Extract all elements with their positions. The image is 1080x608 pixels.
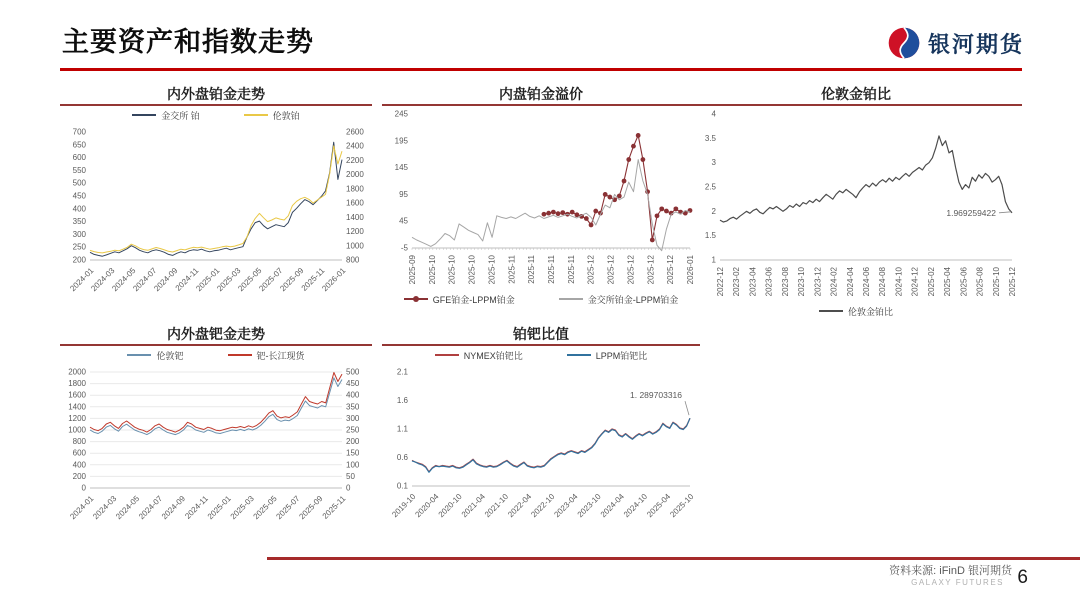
- svg-text:45: 45: [399, 216, 408, 226]
- svg-text:2.1: 2.1: [396, 367, 408, 377]
- svg-text:1800: 1800: [68, 379, 86, 389]
- svg-text:2024-06: 2024-06: [862, 267, 871, 297]
- svg-text:2025-09: 2025-09: [408, 255, 417, 285]
- legend-line-swatch: [435, 354, 459, 356]
- chart-svg: [60, 124, 372, 298]
- svg-text:2200: 2200: [346, 155, 364, 165]
- svg-text:2026-01: 2026-01: [320, 266, 348, 294]
- svg-text:1.969259422: 1.969259422: [946, 207, 996, 218]
- legend-line-swatch: [127, 354, 151, 356]
- legend-line-swatch: [244, 114, 268, 116]
- legend-item: [244, 109, 300, 122]
- legend-line-swatch: [819, 310, 843, 312]
- svg-text:500: 500: [72, 178, 86, 188]
- svg-text:2020-04: 2020-04: [413, 492, 441, 520]
- svg-text:2025-10: 2025-10: [447, 255, 457, 285]
- svg-text:2024-03: 2024-03: [91, 494, 119, 522]
- legend-line-swatch: [567, 354, 591, 356]
- svg-text:100: 100: [346, 460, 360, 470]
- legend-label: 伦敦钯: [156, 350, 184, 361]
- svg-text:200: 200: [346, 437, 360, 447]
- svg-text:2025-06: 2025-06: [959, 267, 969, 297]
- chart-title: 内外盘铂金走势: [60, 86, 372, 106]
- svg-text:1. 289703316: 1. 289703316: [630, 390, 682, 401]
- svg-text:1000: 1000: [346, 241, 364, 251]
- svg-text:1000: 1000: [68, 425, 86, 435]
- svg-text:800: 800: [72, 437, 86, 447]
- svg-text:1.6: 1.6: [396, 396, 408, 405]
- legend-line-swatch: [559, 298, 583, 300]
- svg-text:2023-10: 2023-10: [575, 492, 603, 520]
- svg-text:2025-11: 2025-11: [320, 494, 348, 521]
- svg-text:0.1: 0.1: [396, 481, 408, 491]
- page-number: 6: [1017, 567, 1028, 588]
- svg-text:0: 0: [346, 483, 351, 493]
- chart-svg: [382, 364, 700, 524]
- svg-text:2024-04: 2024-04: [598, 492, 626, 520]
- svg-text:2000: 2000: [68, 367, 86, 377]
- chart-svg: [60, 364, 372, 526]
- legend-label: 金交所 铂: [161, 110, 200, 121]
- svg-text:2021-04: 2021-04: [459, 492, 487, 520]
- svg-text:650: 650: [72, 140, 86, 150]
- svg-text:2023-12: 2023-12: [813, 267, 823, 297]
- legend-item: [404, 293, 515, 306]
- chart-plot: [690, 106, 1022, 302]
- legend-item: [819, 305, 893, 318]
- svg-text:2: 2: [711, 206, 716, 216]
- svg-text:450: 450: [346, 379, 360, 389]
- svg-text:2025-10: 2025-10: [427, 255, 437, 285]
- svg-text:1600: 1600: [68, 390, 86, 400]
- svg-text:2026-01: 2026-01: [686, 255, 695, 285]
- svg-text:0.6: 0.6: [396, 453, 408, 462]
- header-rule: [60, 68, 1022, 71]
- svg-text:2025-04: 2025-04: [943, 267, 953, 297]
- legend-item: [435, 349, 523, 362]
- svg-text:2025-07: 2025-07: [257, 266, 285, 294]
- brand-subtitle: GALAXY FUTURES: [911, 578, 1004, 587]
- svg-text:350: 350: [72, 217, 86, 227]
- svg-text:2025-11: 2025-11: [507, 255, 517, 284]
- svg-text:2024-08: 2024-08: [878, 267, 888, 297]
- legend-item: [559, 293, 679, 306]
- svg-text:2025-12: 2025-12: [1008, 267, 1017, 297]
- chart-palladium-domestic-foreign: [60, 326, 372, 526]
- legend-line-swatch: [132, 114, 156, 116]
- svg-text:350: 350: [346, 402, 360, 412]
- svg-text:2023-06: 2023-06: [764, 267, 774, 297]
- svg-text:2025-08: 2025-08: [975, 267, 985, 297]
- svg-text:2025-01: 2025-01: [194, 266, 222, 294]
- svg-text:2.5: 2.5: [704, 182, 716, 192]
- chart-svg: [382, 106, 700, 290]
- svg-text:2019-10: 2019-10: [390, 492, 418, 520]
- svg-text:2025-11: 2025-11: [547, 255, 556, 284]
- svg-text:2025-03: 2025-03: [215, 266, 243, 294]
- svg-text:2025-12: 2025-12: [586, 255, 596, 285]
- svg-text:2025-09: 2025-09: [297, 494, 325, 522]
- svg-text:2023-04: 2023-04: [748, 267, 758, 297]
- svg-text:3.5: 3.5: [704, 133, 716, 143]
- svg-text:2025-10: 2025-10: [487, 255, 497, 285]
- svg-text:95: 95: [399, 189, 408, 199]
- svg-text:2025-11: 2025-11: [566, 255, 576, 284]
- svg-text:450: 450: [72, 191, 86, 201]
- svg-text:150: 150: [346, 448, 360, 458]
- source-note: 资料来源: iFinD 银河期货: [889, 565, 1012, 577]
- svg-text:2024-05: 2024-05: [114, 494, 142, 522]
- svg-text:500: 500: [346, 367, 360, 377]
- svg-text:550: 550: [72, 165, 86, 175]
- svg-text:2020-10: 2020-10: [436, 492, 464, 520]
- svg-text:1: 1: [711, 255, 716, 265]
- legend-label: 金交所铂金-LPPM铂金: [587, 294, 679, 305]
- legend-label: LPPM铂钯比: [595, 350, 648, 361]
- svg-text:195: 195: [394, 136, 408, 146]
- svg-text:1200: 1200: [346, 227, 364, 237]
- svg-text:400: 400: [346, 390, 360, 400]
- svg-text:2023-04: 2023-04: [552, 492, 580, 520]
- chart-gold-platinum-ratio: [690, 86, 1022, 320]
- chart-legend: [382, 290, 700, 308]
- svg-text:2600: 2600: [346, 127, 364, 137]
- svg-text:2022-12: 2022-12: [716, 267, 725, 297]
- svg-text:2024-02: 2024-02: [829, 267, 839, 297]
- svg-text:2025-04: 2025-04: [645, 492, 673, 520]
- svg-text:1.5: 1.5: [704, 231, 716, 241]
- svg-text:2023-02: 2023-02: [732, 267, 742, 297]
- svg-text:700: 700: [72, 127, 86, 137]
- svg-text:2024-07: 2024-07: [131, 266, 159, 294]
- galaxy-logo-icon: [887, 26, 921, 60]
- svg-text:2023-10: 2023-10: [797, 267, 807, 297]
- legend-line-swatch: [404, 298, 428, 300]
- svg-text:250: 250: [346, 425, 360, 435]
- chart-plot: [60, 364, 372, 526]
- legend-label: GFE铂金-LPPM铂金: [432, 294, 515, 305]
- chart-title: 伦敦金铂比: [690, 86, 1022, 106]
- svg-text:2024-10: 2024-10: [621, 492, 650, 520]
- svg-text:2025-10: 2025-10: [668, 492, 696, 520]
- svg-text:250: 250: [72, 242, 86, 252]
- svg-text:2025-11: 2025-11: [527, 255, 537, 284]
- svg-text:600: 600: [72, 153, 86, 163]
- svg-text:1600: 1600: [346, 198, 364, 208]
- legend-line-swatch: [228, 354, 252, 356]
- svg-text:400: 400: [72, 460, 86, 470]
- svg-text:2024-03: 2024-03: [89, 266, 117, 294]
- svg-text:2024-01: 2024-01: [68, 494, 96, 522]
- svg-text:2025-12: 2025-12: [606, 254, 616, 285]
- legend-item: [127, 349, 183, 362]
- svg-text:1.1: 1.1: [396, 424, 408, 434]
- svg-text:1200: 1200: [68, 413, 86, 423]
- svg-text:2022-04: 2022-04: [506, 492, 534, 520]
- svg-text:-5: -5: [400, 243, 408, 253]
- svg-text:2025-10: 2025-10: [467, 255, 477, 285]
- svg-text:2024-01: 2024-01: [68, 266, 96, 294]
- chart-svg: [690, 106, 1022, 302]
- svg-text:2024-09: 2024-09: [152, 266, 180, 294]
- chart-legend: [690, 302, 1022, 320]
- svg-text:2025-02: 2025-02: [926, 267, 936, 297]
- chart-title: 内外盘钯金走势: [60, 326, 372, 346]
- svg-text:2025-03: 2025-03: [228, 494, 256, 522]
- svg-text:2025-05: 2025-05: [251, 494, 279, 522]
- chart-platinum-domestic-foreign: [60, 86, 372, 298]
- svg-text:2024-10: 2024-10: [894, 267, 904, 297]
- chart-plot: [382, 364, 700, 524]
- page-title: 主要资产和指数走势: [62, 27, 314, 57]
- svg-text:1400: 1400: [68, 402, 86, 412]
- legend-item: [567, 349, 648, 362]
- svg-text:2400: 2400: [346, 141, 364, 151]
- svg-text:300: 300: [72, 229, 86, 239]
- svg-text:2024-11: 2024-11: [183, 494, 210, 521]
- svg-text:200: 200: [72, 471, 86, 481]
- legend-label: 钯-长江现货: [256, 350, 305, 361]
- svg-text:4: 4: [711, 109, 716, 119]
- chart-legend: [382, 346, 700, 364]
- chart-title: 内盘铂金溢价: [382, 86, 700, 106]
- chart-platinum-palladium-ratio: [382, 326, 700, 524]
- svg-text:2000: 2000: [346, 170, 364, 180]
- svg-text:2024-09: 2024-09: [159, 494, 188, 522]
- legend-label: 伦敦金铂比: [847, 306, 893, 317]
- legend-item: [228, 349, 305, 362]
- svg-text:2025-07: 2025-07: [274, 494, 302, 522]
- svg-text:2025-01: 2025-01: [205, 494, 233, 522]
- chart-title: 铂钯比值: [382, 326, 700, 346]
- svg-text:2024-04: 2024-04: [845, 267, 855, 297]
- svg-text:245: 245: [394, 109, 408, 119]
- svg-text:0: 0: [81, 483, 86, 493]
- svg-text:2025-12: 2025-12: [666, 255, 676, 285]
- svg-text:145: 145: [394, 163, 408, 173]
- svg-text:2021-10: 2021-10: [482, 492, 511, 520]
- svg-text:2025-12: 2025-12: [646, 255, 656, 285]
- footer-rule: [267, 557, 1080, 560]
- svg-text:600: 600: [72, 448, 86, 458]
- chart-plot: [60, 124, 372, 298]
- svg-text:200: 200: [72, 255, 86, 265]
- svg-text:2022-10: 2022-10: [529, 492, 557, 520]
- svg-text:2025-12: 2025-12: [626, 255, 636, 285]
- svg-text:50: 50: [346, 471, 355, 481]
- svg-text:2025-10: 2025-10: [991, 267, 1001, 297]
- galaxy-logo: [887, 26, 1024, 60]
- chart-legend: [60, 106, 372, 124]
- legend-item: [132, 109, 200, 122]
- svg-text:2024-05: 2024-05: [110, 266, 138, 294]
- legend-label: NYMEX铂钯比: [463, 350, 523, 361]
- svg-text:2024-07: 2024-07: [137, 494, 165, 522]
- svg-text:2025-11: 2025-11: [299, 266, 327, 293]
- svg-text:400: 400: [72, 204, 86, 214]
- svg-text:300: 300: [346, 413, 360, 423]
- chart-plot: [382, 106, 700, 290]
- chart-legend: [60, 346, 372, 364]
- galaxy-logo-text: 银河期货: [927, 31, 1024, 57]
- legend-label: 伦敦铂: [272, 110, 300, 121]
- svg-text:2024-12: 2024-12: [910, 267, 920, 297]
- svg-text:800: 800: [346, 255, 360, 265]
- svg-text:2024-11: 2024-11: [173, 266, 201, 293]
- chart-platinum-premium: [382, 86, 700, 308]
- svg-text:2025-05: 2025-05: [236, 266, 264, 294]
- svg-text:1800: 1800: [346, 184, 364, 194]
- svg-text:2025-09: 2025-09: [278, 266, 306, 294]
- svg-text:2023-08: 2023-08: [780, 267, 790, 297]
- svg-text:3: 3: [711, 158, 716, 168]
- svg-text:1400: 1400: [346, 212, 364, 222]
